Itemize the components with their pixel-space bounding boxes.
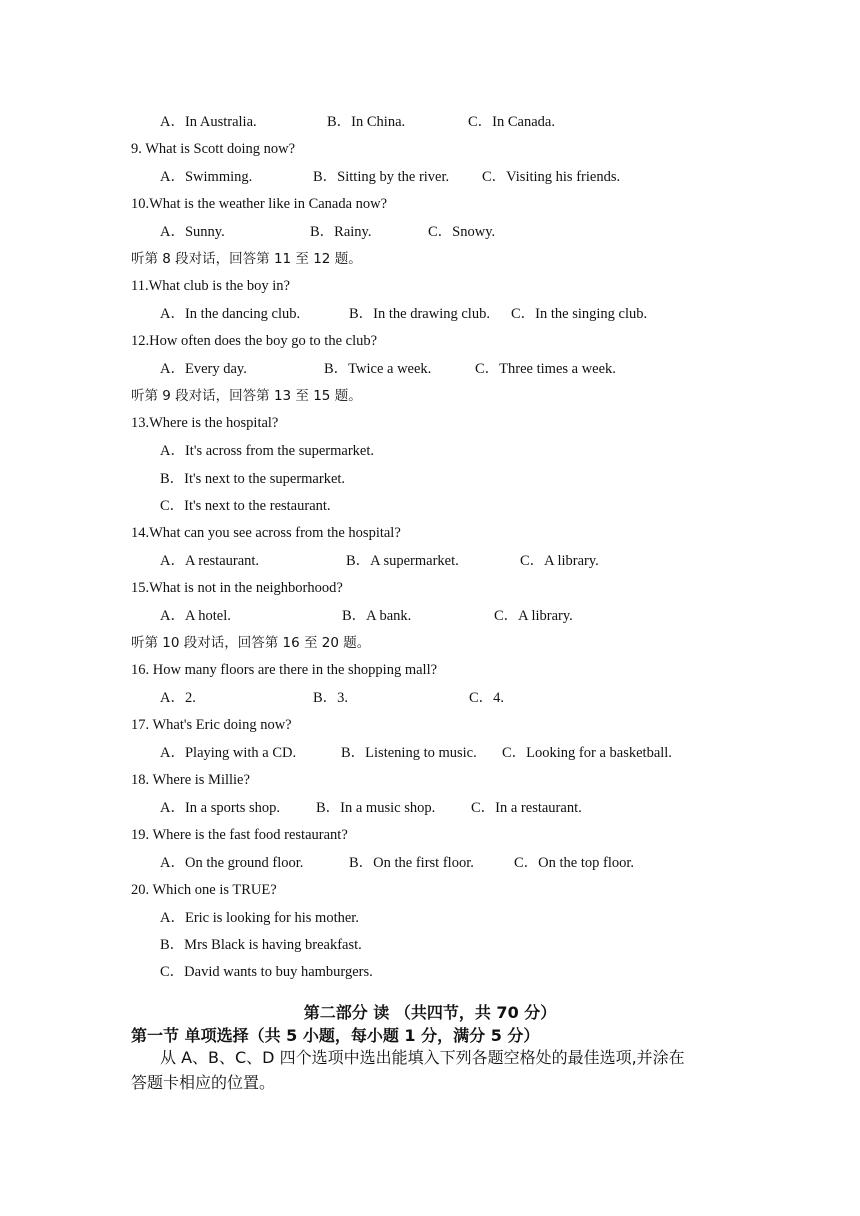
q15-option-c: C．A library. bbox=[494, 608, 573, 624]
q16-option-c: C．4. bbox=[469, 690, 505, 706]
q11-option-a: A．In the dancing club. bbox=[160, 306, 301, 322]
q8-option-c: C．In Canada. bbox=[468, 114, 555, 130]
q12-option-c: C．Three times a week. bbox=[475, 361, 616, 377]
q10-option-a: A．Sunny. bbox=[160, 224, 225, 240]
q13-option-a: A．It's across from the supermarket. bbox=[160, 443, 375, 459]
q10-question: 10.What is the weather like in Canada now? bbox=[131, 196, 388, 212]
q12-option-a: A．Every day. bbox=[160, 361, 247, 377]
q18-option-c: C．In a restaurant. bbox=[471, 800, 582, 816]
q19-option-a: A．On the ground floor. bbox=[160, 855, 304, 871]
q10-option-c: C．Snowy. bbox=[428, 224, 496, 240]
part-2-instruction-line-2: 答题卡相应的位置。 bbox=[131, 1073, 276, 1092]
section-9-instruction: 听第 9 段对话，回答第 13 至 15 题。 bbox=[131, 388, 362, 404]
q10-option-b: B．Rainy. bbox=[310, 224, 372, 240]
q9-option-b: B．Sitting by the river. bbox=[313, 169, 450, 185]
q17-option-b: B．Listening to music. bbox=[341, 745, 477, 761]
q18-question: 18. Where is Millie? bbox=[131, 772, 250, 788]
q13-option-b: B．It's next to the supermarket. bbox=[160, 471, 346, 487]
q15-option-a: A．A hotel. bbox=[160, 608, 231, 624]
q11-option-c: C．In the singing club. bbox=[511, 306, 648, 322]
q18-option-a: A．In a sports shop. bbox=[160, 800, 281, 816]
q14-question: 14.What can you see across from the hospital? bbox=[131, 525, 401, 541]
q17-question: 17. What's Eric doing now? bbox=[131, 717, 292, 733]
q20-question: 20. Which one is TRUE? bbox=[131, 882, 277, 898]
q15-option-b: B．A bank. bbox=[342, 608, 412, 624]
q12-option-b: B．Twice a week. bbox=[324, 361, 432, 377]
q14-option-b: B．A supermarket. bbox=[346, 553, 459, 569]
part-2-title: 第二部分 读 （共四节，共 70 分） bbox=[303, 1003, 557, 1022]
q13-option-c: C．It's next to the restaurant. bbox=[160, 498, 331, 514]
q16-option-b: B．3. bbox=[313, 690, 349, 706]
q17-option-c: C．Looking for a basketball. bbox=[502, 745, 672, 761]
q11-option-b: B．In the drawing club. bbox=[349, 306, 490, 322]
section-10-instruction: 听第 10 段对话，回答第 16 至 20 题。 bbox=[131, 635, 371, 651]
q9-question: 9. What is Scott doing now? bbox=[131, 141, 296, 157]
part-2-instruction-line-1: 从 A、B、C、D 四个选项中选出能填入下列各题空格处的最佳选项,并涂在 bbox=[160, 1048, 685, 1067]
q20-option-c: C．David wants to buy hamburgers. bbox=[160, 964, 373, 980]
q15-question: 15.What is not in the neighborhood? bbox=[131, 580, 343, 596]
q18-option-b: B．In a music shop. bbox=[316, 800, 436, 816]
q20-option-b: B．Mrs Black is having breakfast. bbox=[160, 937, 362, 953]
q8-option-a: A．In Australia. bbox=[160, 114, 257, 130]
q9-option-a: A．Swimming. bbox=[160, 169, 253, 185]
q14-option-c: C．A library. bbox=[520, 553, 599, 569]
q16-option-a: A．2. bbox=[160, 690, 196, 706]
q17-option-a: A．Playing with a CD. bbox=[160, 745, 297, 761]
q19-option-b: B．On the first floor. bbox=[349, 855, 474, 871]
q19-option-c: C．On the top floor. bbox=[514, 855, 635, 871]
section-8-instruction: 听第 8 段对话，回答第 11 至 12 题。 bbox=[131, 251, 362, 267]
q11-question: 11.What club is the boy in? bbox=[131, 278, 290, 294]
q8-option-b: B．In China. bbox=[327, 114, 406, 130]
q20-option-a: A．Eric is looking for his mother. bbox=[160, 910, 359, 926]
q14-option-a: A．A restaurant. bbox=[160, 553, 260, 569]
q13-question: 13.Where is the hospital? bbox=[131, 415, 279, 431]
q9-option-c: C．Visiting his friends. bbox=[482, 169, 621, 185]
q19-question: 19. Where is the fast food restaurant? bbox=[131, 827, 348, 843]
q12-question: 12.How often does the boy go to the club? bbox=[131, 333, 378, 349]
q16-question: 16. How many floors are there in the shopping mall? bbox=[131, 662, 438, 678]
part-2-section-1-title: 第一节 单项选择（共 5 小题，每小题 1 分，满分 5 分） bbox=[131, 1026, 540, 1045]
